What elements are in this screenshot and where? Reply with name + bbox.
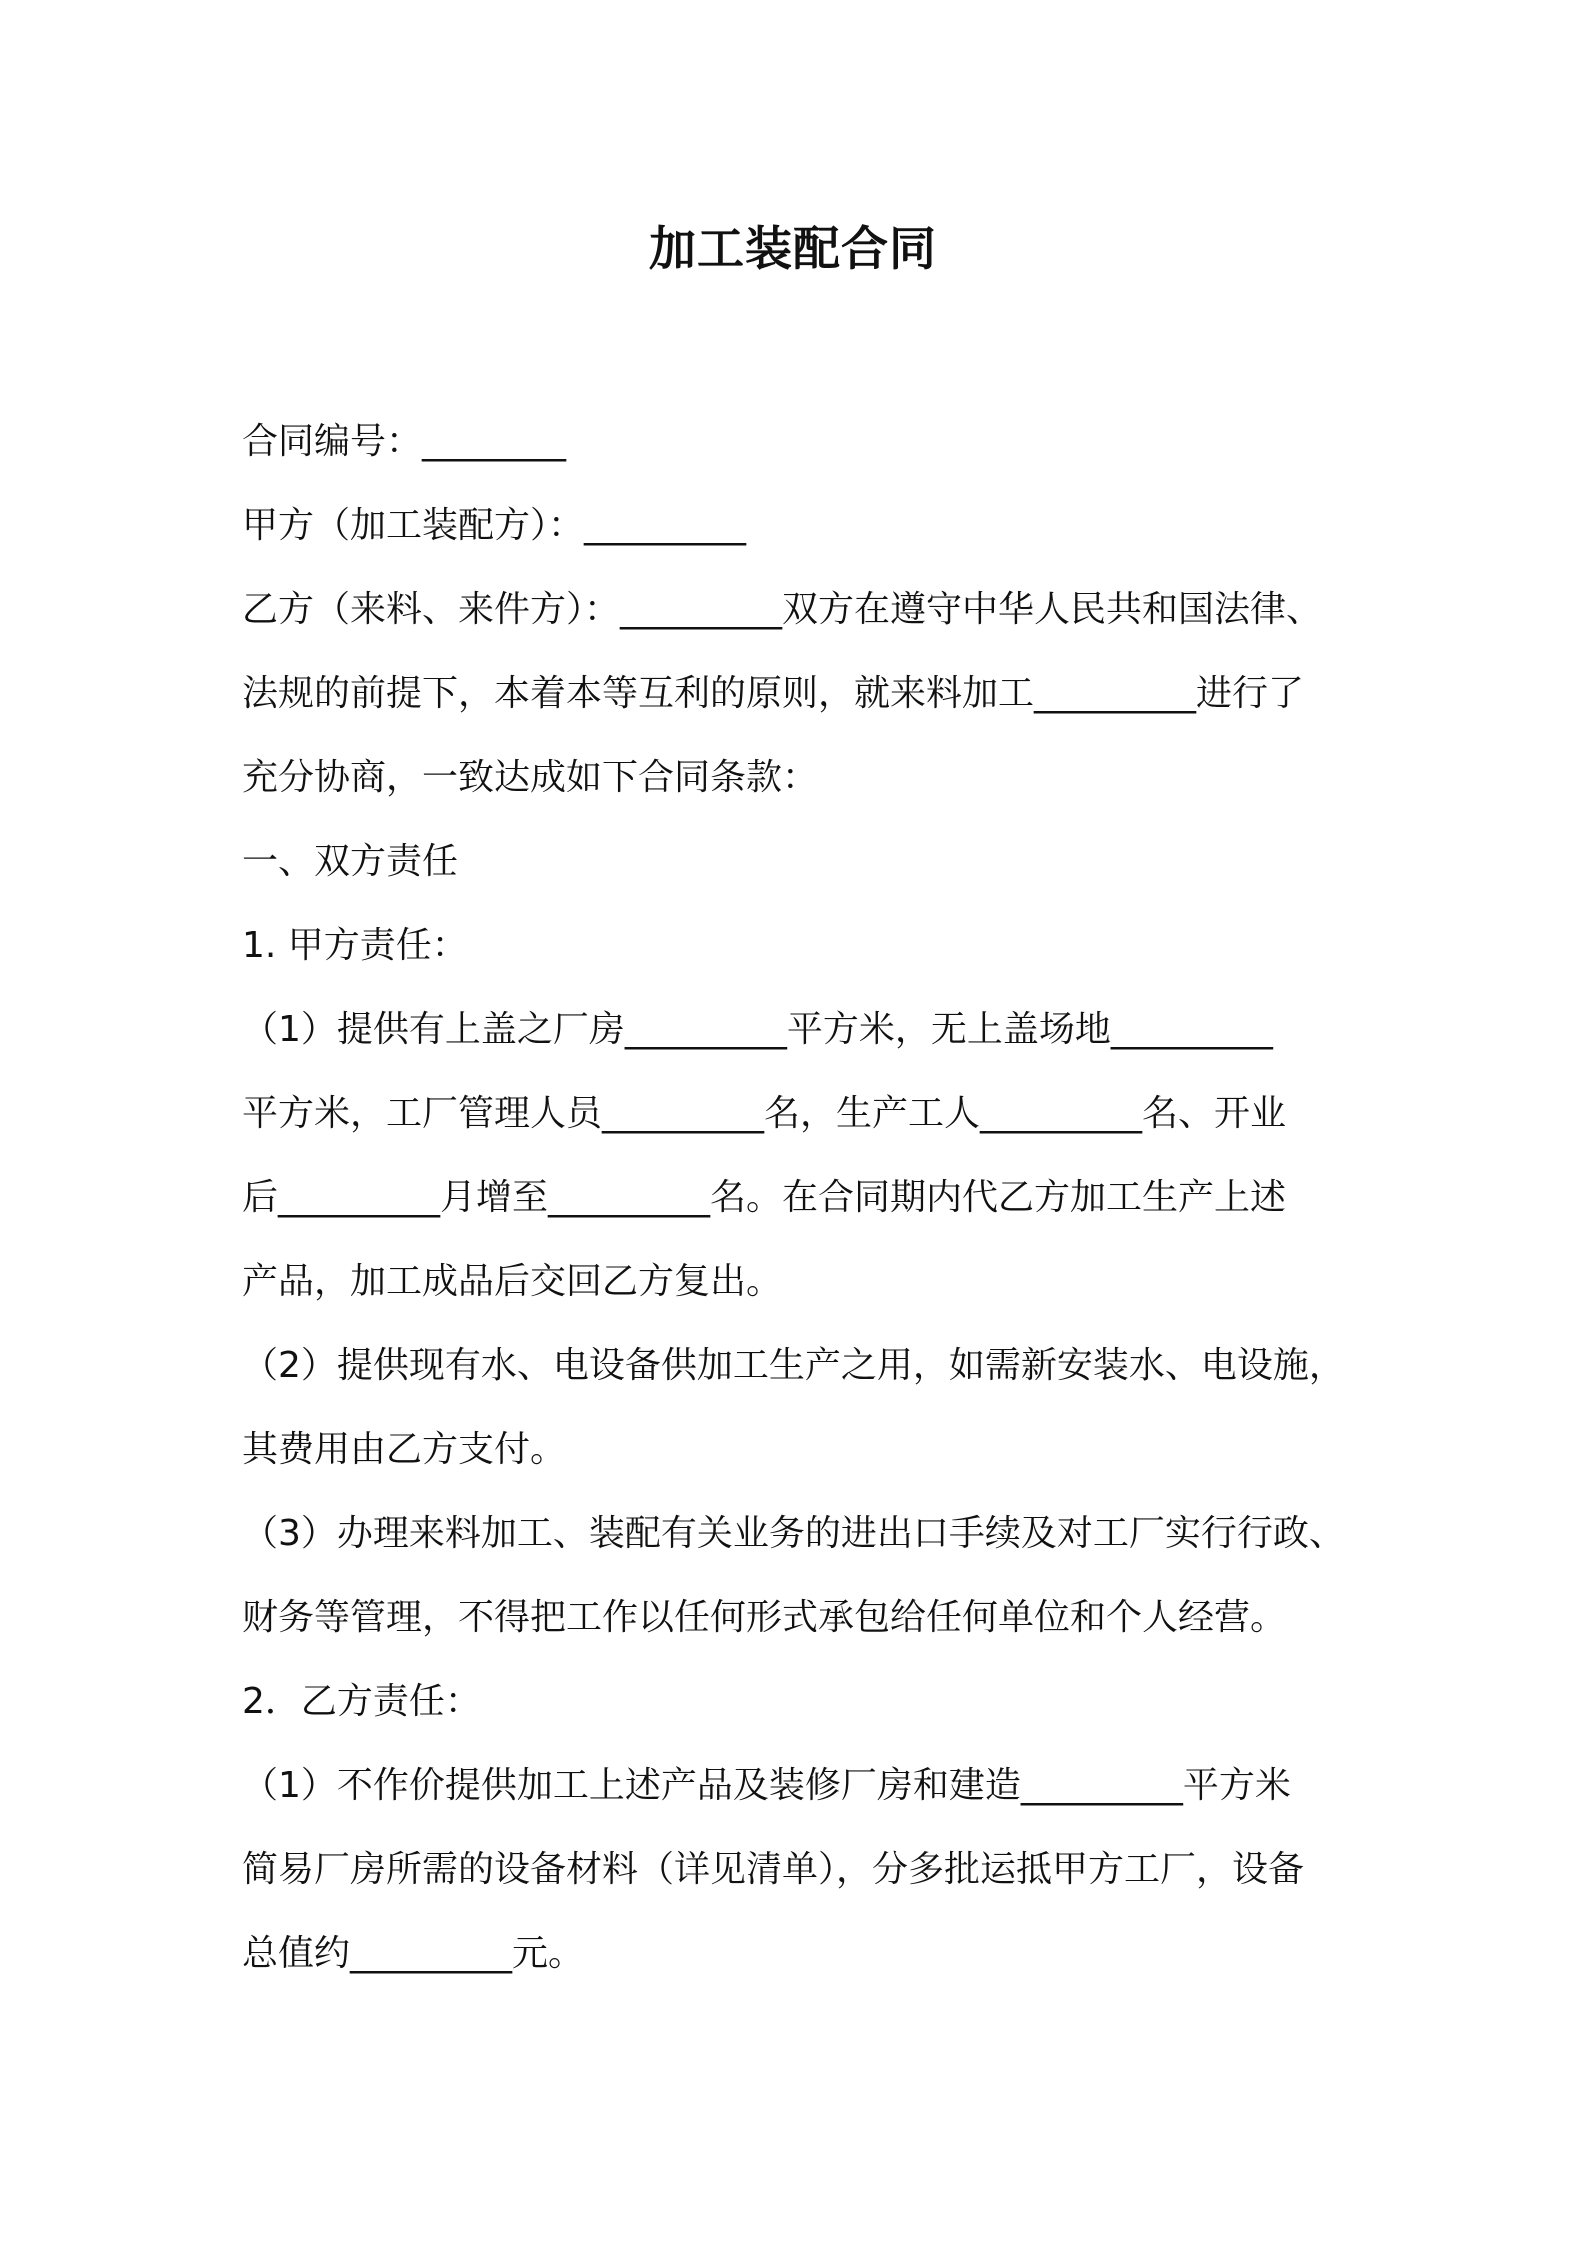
subsection-heading: 1. 甲方责任： [242,925,468,966]
paragraph-line: 法规的前提下，本着本等互利的原则，就来料加工_________进行了 [242,673,1305,714]
clause-line: （2）提供现有水、电设备供加工生产之用，如需新安装水、电设施， [242,1345,1345,1386]
clause-line: （1）提供有上盖之厂房_________平方米，无上盖场地_________ [242,1009,1273,1050]
clause-line: 其费用由乙方支付。 [242,1429,567,1470]
clause-line: （1）不作价提供加工上述产品及装修厂房和建造_________平方米 [242,1765,1291,1806]
paragraph-line: 充分协商，一致达成如下合同条款： [242,757,819,798]
clause-line: 后_________月增至_________名。在合同期内代乙方加工生产上述 [242,1177,1287,1218]
clause-line: 总值约_________元。 [242,1933,585,1974]
section-heading: 一、双方责任 [242,841,459,882]
clause-line: 平方米，工厂管理人员_________名，生产工人_________名、开业 [242,1093,1287,1134]
clause-line: 产品，加工成品后交回乙方复出。 [242,1261,783,1302]
party-a-line: 甲方（加工装配方）：_________ [242,505,747,546]
clause-line: 简易厂房所需的设备材料（详见清单），分多批运抵甲方工厂，设备 [242,1849,1305,1890]
contract-number-line: 合同编号：________ [242,421,567,462]
document-title: 加工装配合同 [649,222,937,277]
party-b-line: 乙方（来料、来件方）：_________双方在遵守中华人民共和国法律、 [242,589,1323,630]
document-body [242,400,1368,1996]
clause-line: 财务等管理，不得把工作以任何形式承包给任何单位和个人经营。 [242,1597,1287,1638]
clause-line: （3）办理来料加工、装配有关业务的进出口手续及对工厂实行行政、 [242,1513,1345,1554]
subsection-heading: 2．乙方责任： [242,1681,481,1722]
